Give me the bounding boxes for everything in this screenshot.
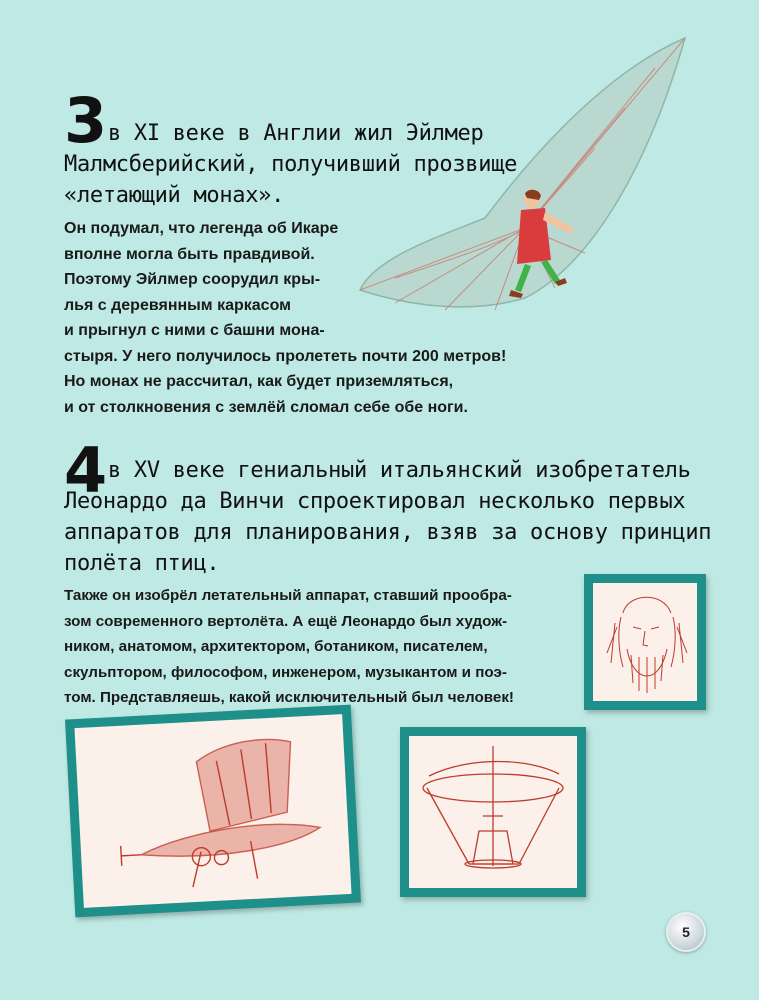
fact-3-headline-line: Малмсберийский, получивший прозвище [64, 152, 518, 177]
ornithopter-sketch [74, 714, 351, 908]
page-number: 5 [682, 924, 690, 940]
fact-4-headline-line: Леонардо да Винчи спроектировал несколько первых [64, 489, 686, 514]
fact-number-4: 4 [64, 434, 108, 507]
body-line: том. Представляешь, какой исключительный был человек! [64, 689, 514, 706]
ornithopter-sketch-frame [65, 705, 361, 918]
fact-4-headline-line: аппаратов для планирования, взяв за основу принцип [64, 520, 712, 545]
fact-number-3: 3 [64, 84, 108, 157]
body-line: ником, анатомом, архитектором, ботаником, писателем, [64, 638, 488, 655]
fact-3-headline-line: в XI веке в Англии жил Эйлмер [108, 121, 484, 146]
page-number-badge [666, 912, 706, 952]
helicopter-sketch [409, 736, 577, 888]
body-line: Но монах не рассчитал, как будет приземляться, [64, 373, 454, 390]
body-line: и прыгнул с ними с башни мона- [64, 322, 325, 339]
body-line: лья с деревянным каркасом [64, 296, 291, 314]
fact-4-headline [64, 455, 712, 579]
fact-3-headline-line: «летающий монах». [64, 183, 285, 208]
fact-3-headline [64, 118, 518, 211]
leonardo-portrait [593, 583, 697, 701]
leonardo-portrait-frame [584, 574, 706, 710]
fact-4-headline-line: в XV веке гениальный итальянский изобретатель [108, 458, 691, 483]
body-line: Поэтому Эйлмер соорудил кры- [64, 271, 321, 288]
helicopter-sketch-frame [400, 727, 586, 897]
fact-4-body [64, 583, 514, 711]
body-line: Также он изобрёл летательный аппарат, ставший прообра- [64, 587, 512, 604]
body-line: стыря. У него получилось пролететь почти 200 метров! [64, 347, 507, 365]
body-line: Он подумал, что легенда об Икаре [64, 220, 339, 237]
body-line: скульптором, философом, инженером, музыкантом и поэ- [64, 663, 507, 681]
body-line: и от столкновения с землёй сломал себе обе ноги. [64, 398, 468, 416]
body-line: вполне могла быть правдивой. [64, 245, 315, 263]
fact-4-headline-line: полёта птиц. [64, 551, 220, 576]
body-line: зом современного вертолёта. А ещё Леонардо был худож- [64, 612, 508, 630]
fact-3-body [64, 216, 506, 420]
